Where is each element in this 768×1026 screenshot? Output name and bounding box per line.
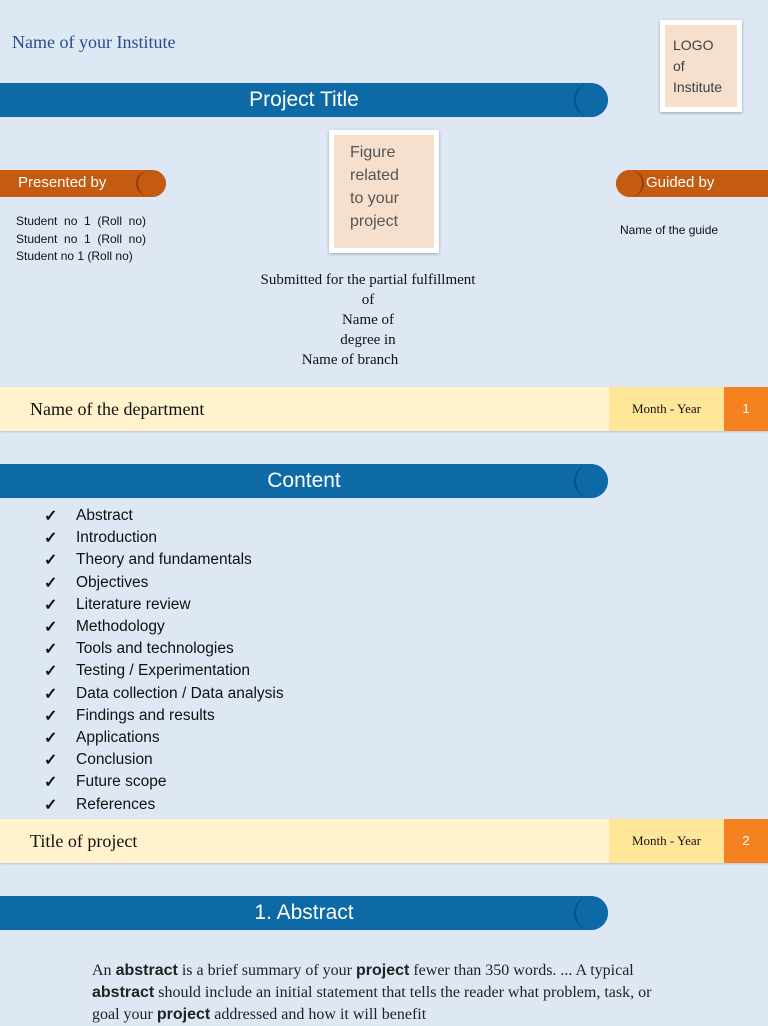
- content-title: Content: [267, 469, 341, 492]
- list-item-label: Data collection / Data analysis: [76, 684, 284, 702]
- list-item-label: Conclusion: [76, 751, 153, 769]
- logo-line: Institute: [673, 79, 723, 95]
- abstract-banner: [0, 896, 608, 930]
- abstract-paragraph: [92, 960, 662, 1026]
- bold-keyword: project: [156, 1006, 211, 1023]
- bold-keyword: abstract: [115, 962, 178, 979]
- check-icon: ✓: [44, 729, 58, 747]
- list-item-label: Introduction: [76, 529, 157, 547]
- list-item: [44, 527, 284, 549]
- slide-footer: [0, 387, 768, 431]
- check-icon: ✓: [44, 752, 58, 770]
- check-icon: ✓: [44, 707, 58, 725]
- guided-by-tag: [616, 170, 768, 197]
- check-icon: ✓: [44, 530, 58, 548]
- list-item-label: Objectives: [76, 573, 149, 591]
- check-icon: ✓: [44, 596, 58, 614]
- list-item: [44, 616, 284, 638]
- text-run: is a brief summary of your: [177, 962, 356, 979]
- list-item-label: Findings and results: [76, 706, 215, 724]
- list-item: [44, 683, 284, 705]
- content-banner: [0, 464, 608, 498]
- text-run: addressed and how it will benefit: [210, 1006, 427, 1023]
- list-item: [44, 572, 284, 594]
- abstract-title: 1. Abstract: [254, 901, 354, 924]
- list-item-label: Literature review: [76, 595, 191, 613]
- check-icon: ✓: [44, 552, 58, 570]
- list-item-label: Applications: [76, 728, 160, 746]
- submission-line: degree in: [340, 332, 396, 348]
- page-number: 1: [724, 387, 768, 431]
- footer-department: Name of the department: [30, 399, 205, 419]
- figure-text: [334, 135, 434, 248]
- guide-name: Name of the guide: [620, 223, 719, 237]
- tag-curl: [616, 170, 644, 197]
- list-item-label: Methodology: [76, 618, 165, 636]
- presented-by-label: Presented by: [18, 174, 107, 191]
- list-item: [44, 705, 284, 727]
- list-item-label: Tools and technologies: [76, 640, 234, 658]
- project-title-banner: [0, 83, 608, 117]
- submission-line: Submitted for the partial fulfillment: [260, 272, 476, 288]
- check-icon: ✓: [44, 796, 58, 814]
- footer-project-title: Title of project: [30, 831, 138, 851]
- check-icon: ✓: [44, 641, 58, 659]
- logo-text: [665, 25, 737, 107]
- list-item-label: Testing / Experimentation: [76, 662, 251, 680]
- text-run: fewer than 350 words. ... A typical: [409, 962, 634, 979]
- figure-line: Figure: [350, 144, 396, 161]
- check-icon: ✓: [44, 685, 58, 703]
- content-list: [44, 505, 284, 816]
- list-item: [44, 549, 284, 571]
- page-number: 2: [724, 819, 768, 863]
- student-list: Student no 1 (Roll no) Student no 1 (Roll no) Student no 1 (Roll no): [16, 214, 146, 263]
- text-run: An: [92, 962, 116, 979]
- figure-line: project: [350, 213, 399, 230]
- list-item-label: References: [76, 795, 156, 813]
- footer-date: Month - Year: [609, 387, 724, 431]
- check-icon: ✓: [44, 619, 58, 637]
- project-title: Project Title: [249, 88, 359, 111]
- figure-line: related: [350, 167, 399, 184]
- list-item: [44, 793, 284, 815]
- text-run: should include an initial statement that tells the reader what problem, task, or goal your: [92, 984, 652, 1023]
- logo-line: LOGO: [673, 37, 714, 53]
- list-item: [44, 727, 284, 749]
- institute-logo-placeholder: [660, 20, 742, 112]
- slide-footer: [0, 819, 768, 863]
- bold-keyword: project: [356, 962, 410, 979]
- check-icon: ✓: [44, 663, 58, 681]
- submission-line: of: [361, 292, 375, 308]
- submission-line: Name of branch: [301, 352, 399, 368]
- list-item: [44, 771, 284, 793]
- tag-curl: [136, 170, 166, 197]
- list-item: [44, 638, 284, 660]
- submission-statement: [230, 270, 506, 370]
- list-item: [44, 749, 284, 771]
- footer-date: Month - Year: [609, 819, 724, 863]
- list-item: [44, 594, 284, 616]
- list-item: [44, 660, 284, 682]
- institute-name: Name of your Institute: [12, 32, 176, 52]
- logo-line: of: [673, 58, 685, 74]
- check-icon: ✓: [44, 574, 58, 592]
- list-item-label: Abstract: [76, 507, 133, 525]
- list-item: [44, 505, 284, 527]
- bold-keyword: abstract: [92, 984, 155, 1001]
- check-icon: ✓: [44, 774, 58, 792]
- submission-line: Name of: [341, 312, 395, 328]
- figure-line: to your: [350, 190, 399, 207]
- list-item-label: Theory and fundamentals: [76, 551, 252, 569]
- check-icon: ✓: [44, 508, 58, 526]
- presented-by-tag: [0, 170, 166, 197]
- list-item-label: Future scope: [76, 773, 167, 791]
- figure-placeholder: [329, 130, 439, 253]
- guided-by-label: Guided by: [646, 174, 715, 191]
